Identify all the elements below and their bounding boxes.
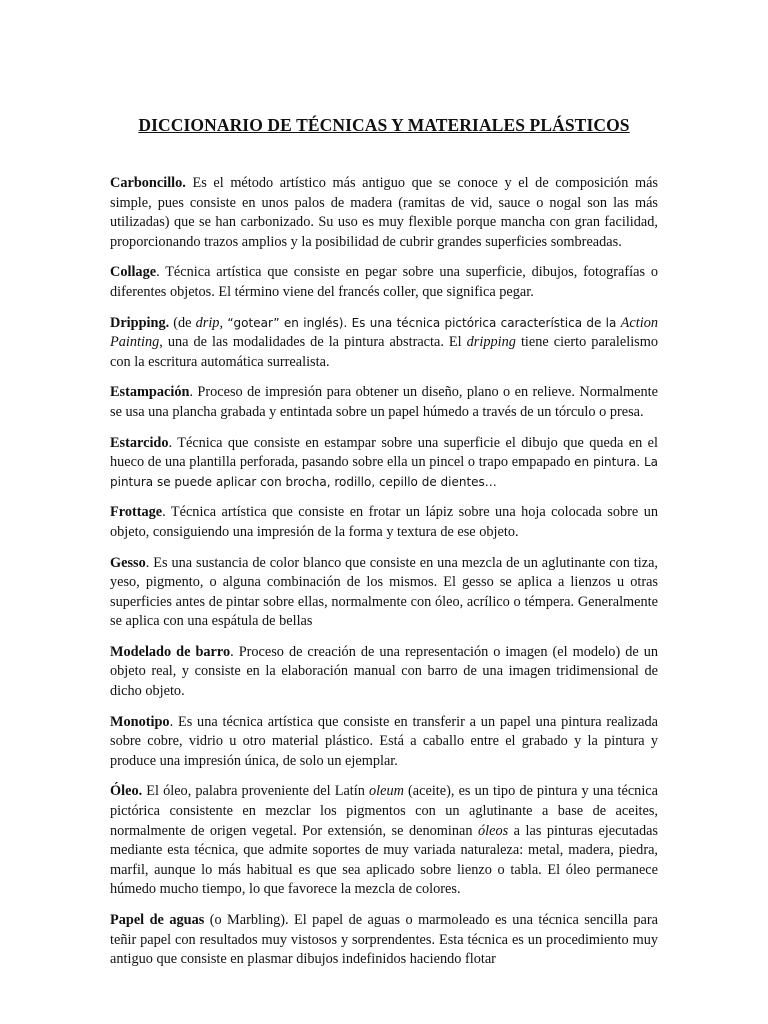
entry-modelado-de-barro — [110, 643, 658, 702]
entry-term: Collage — [110, 264, 157, 281]
entry-term: Estampación — [110, 384, 190, 401]
entry-estarcido — [110, 434, 658, 493]
entry-italic: óleos — [477, 822, 509, 839]
document-body — [110, 174, 658, 981]
page-title: DICCIONARIO DE TÉCNICAS Y MATERIALES PLÁSTICOS — [138, 115, 630, 135]
entry-carboncillo — [110, 174, 658, 252]
entry-frottage — [110, 503, 658, 542]
entry-papel-de-aguas — [110, 911, 658, 970]
entry-term: Estarcido — [110, 434, 169, 451]
entry-text-sans: “gotear” en inglés). Es una técnica pictórica característica de la — [223, 315, 621, 330]
entry-italic: dripping — [466, 334, 516, 351]
entry-text: (o Marbling). El papel de aguas o marmoleado es una técnica sencilla para teñir papel con resultados muy vistosos y sorprendentes. Esta técnica es un procedimiento muy antiguo que consiste en plasmar dibujos indefinidos haciendo flotar — [110, 912, 658, 968]
entry-term: Dripping. — [110, 314, 170, 331]
entry-italic: Action Painting — [110, 314, 658, 351]
entry-italic: drip, — [195, 314, 224, 331]
entry-text: (de — [169, 314, 196, 331]
entry-term: Papel de aguas — [110, 912, 205, 928]
entry-term: Modelado de barro — [110, 643, 231, 660]
entry-text-sans: en pintura. La pintura se puede aplicar con brocha, rodillo, cepillo de dientes… — [110, 455, 658, 489]
entry-term: Monotipo — [110, 713, 170, 730]
entry-text: . Técnica artística que consiste en frotar un lápiz sobre una hoja colocada sobre un objeto, consiguiendo una impresión de la forma y textura de ese objeto. — [110, 504, 658, 540]
entry-text: El óleo, palabra proveniente del Latín — [142, 783, 369, 800]
entry-term: Frottage — [110, 504, 163, 521]
entry-text: tiene cierto paralelismo con la escritura automática surrealista. — [110, 334, 658, 370]
entry-text: . Técnica artística que consiste en pegar sobre una superficie, dibujos, fotografías o diferentes objetos. El término viene del francés coller, que significa pegar. — [110, 264, 658, 300]
entry-term: Gesso — [110, 554, 146, 571]
entry-text: . Proceso de creación de una representación o imagen (el modelo) de un objeto real, y consiste en la elaboración manual con barro de una imagen tridimensional de dicho objeto. — [110, 643, 658, 700]
entry-text: , una de las modalidades de la pintura abstracta. El — [159, 334, 467, 351]
entry-text: Es el método artístico más antiguo que se conoce y el de composición más simple, pues consiste en unos palos de madera (ramitas de vid, sauce o nogal son las más utilizadas) que se han carbonizado. Su uso es muy flexible porque mancha con gran facilidad, proporcionando trazos amplios y la posibilidad de cubrir grandes superficies sombreadas. — [110, 175, 658, 250]
entry-text: . Proceso de impresión para obtener un diseño, plano o en relieve. Normalmente se usa una plancha grabada y entintada sobre un papel húmedo a través de un tórculo o presa. — [110, 384, 658, 420]
entry-term: Óleo. — [110, 783, 143, 800]
entry-text: (aceite), es un tipo de pintura y una técnica pictórica consistente en mezclar los pigmentos con un aglutinante a base de aceites, normalmente de origen vegetal. Por extensión, se denominan — [110, 783, 658, 839]
entry-monotipo — [110, 713, 658, 772]
entry-gesso — [110, 554, 658, 632]
entry-text: . Es una sustancia de color blanco que consiste en una mezcla de un aglutinante con tiza, yeso, pigmento, o alguna combinación de los mismos. El gesso se aplica a lienzos u otras superficies antes de pintar sobre ellas, normalmente con óleo, acrílico o témpera. Generalmente se aplica con una espátula de bellas — [110, 554, 658, 630]
entry-italic: oleum — [368, 783, 404, 800]
entry-collage — [110, 263, 658, 302]
entry-text: a las pinturas ejecutadas mediante esta técnica, que admite soportes de muy variada naturaleza: metal, madera, piedra, marfil, aunque lo más habitual es que sea aplicado sobre lienzo o tabla. El óleo permanece húmedo mucho tiempo, lo que favorece la mezcla de colores. — [110, 822, 658, 898]
entry-oleo — [110, 782, 658, 900]
entry-term: Carboncillo. — [110, 175, 186, 191]
entry-text: . Técnica que consiste en estampar sobre una superficie el dibujo que queda en el hueco de una plantilla perforada, pasando sobre ella un pincel o trapo empapado — [110, 434, 658, 471]
entry-text: . Es una técnica artística que consiste en transferir a un papel una pintura realizada sobre cobre, vidrio u otro material plástico. Está a caballo entre el grabado y la pintura y produce una impresión única, de solo un ejemplar. — [110, 713, 658, 769]
entry-estampacion — [110, 383, 658, 422]
entry-dripping — [110, 314, 658, 373]
